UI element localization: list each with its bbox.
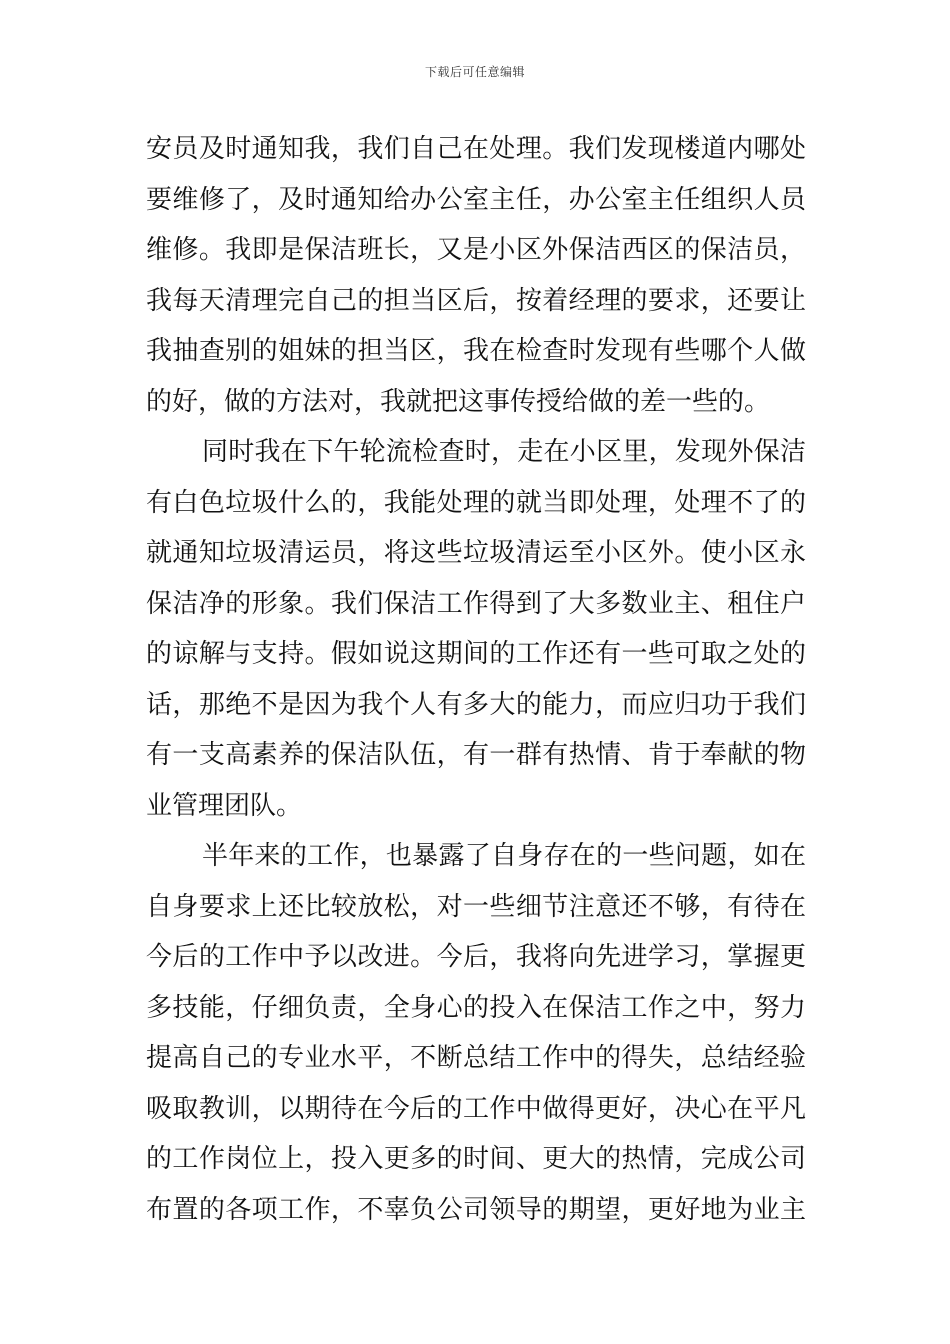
text-line: 布置的各项工作，不辜负公司领导的期望，更好地为业主 [146,1194,806,1225]
text-line: 我抽查别的姐妹的担当区，我在检查时发现有些哪个人做 [146,336,806,366]
text-line: 的谅解与支持。假如说这期间的工作还有一些可取之处的 [146,639,806,669]
text-line: 我每天清理完自己的担当区后，按着经理的要求，还要让 [146,285,806,316]
text-line: 有一支高素养的保洁队伍，有一群有热情、肯于奉献的物 [146,740,806,770]
text-line: 就通知垃圾清运员，将这些垃圾清运至小区外。使小区永 [146,538,806,568]
text-line: 业管理团队。 [146,790,303,821]
text-line: 自身要求上还比较放松，对一些细节注意还不够，有待在 [146,891,806,922]
text-line: 有白色垃圾什么的，我能处理的就当即处理，处理不了的 [146,487,806,518]
text-line: 吸取教训，以期待在今后的工作中做得更好，决心在平凡 [146,1093,806,1124]
text-line: 的工作岗位上，投入更多的时间、更大的热情，完成公司 [146,1144,806,1174]
text-line: 保洁净的形象。我们保洁工作得到了大多数业主、租住户 [146,588,806,619]
text-line: 同时我在下午轮流检查时，走在小区里，发现外保洁 [202,437,806,467]
text-line: 维修。我即是保洁班长，又是小区外保洁西区的保洁员， [146,235,806,265]
text-line: 安员及时通知我，我们自己在处理。我们发现楼道内哪处 [146,134,806,164]
text-line: 话，那绝不是因为我个人有多大的能力，而应归功于我们 [146,689,806,720]
text-line: 要维修了，及时通知给办公室主任，办公室主任组织人员 [146,184,806,215]
page-header: 下载后可任意编辑 [424,65,525,79]
text-line: 提高自己的专业水平，不断总结工作中的得失，总结经验 [146,1043,806,1073]
text-line: 多技能，仔细负责，全身心的投入在保洁工作之中，努力 [146,992,806,1023]
text-line: 的好，做的方法对，我就把这事传授给做的差一些的。 [146,386,771,417]
body-text [146,124,806,1235]
text-line: 今后的工作中予以改进。今后，我将向先进学习，掌握更 [146,942,806,972]
text-line: 半年来的工作，也暴露了自身存在的一些问题，如在 [202,841,806,871]
